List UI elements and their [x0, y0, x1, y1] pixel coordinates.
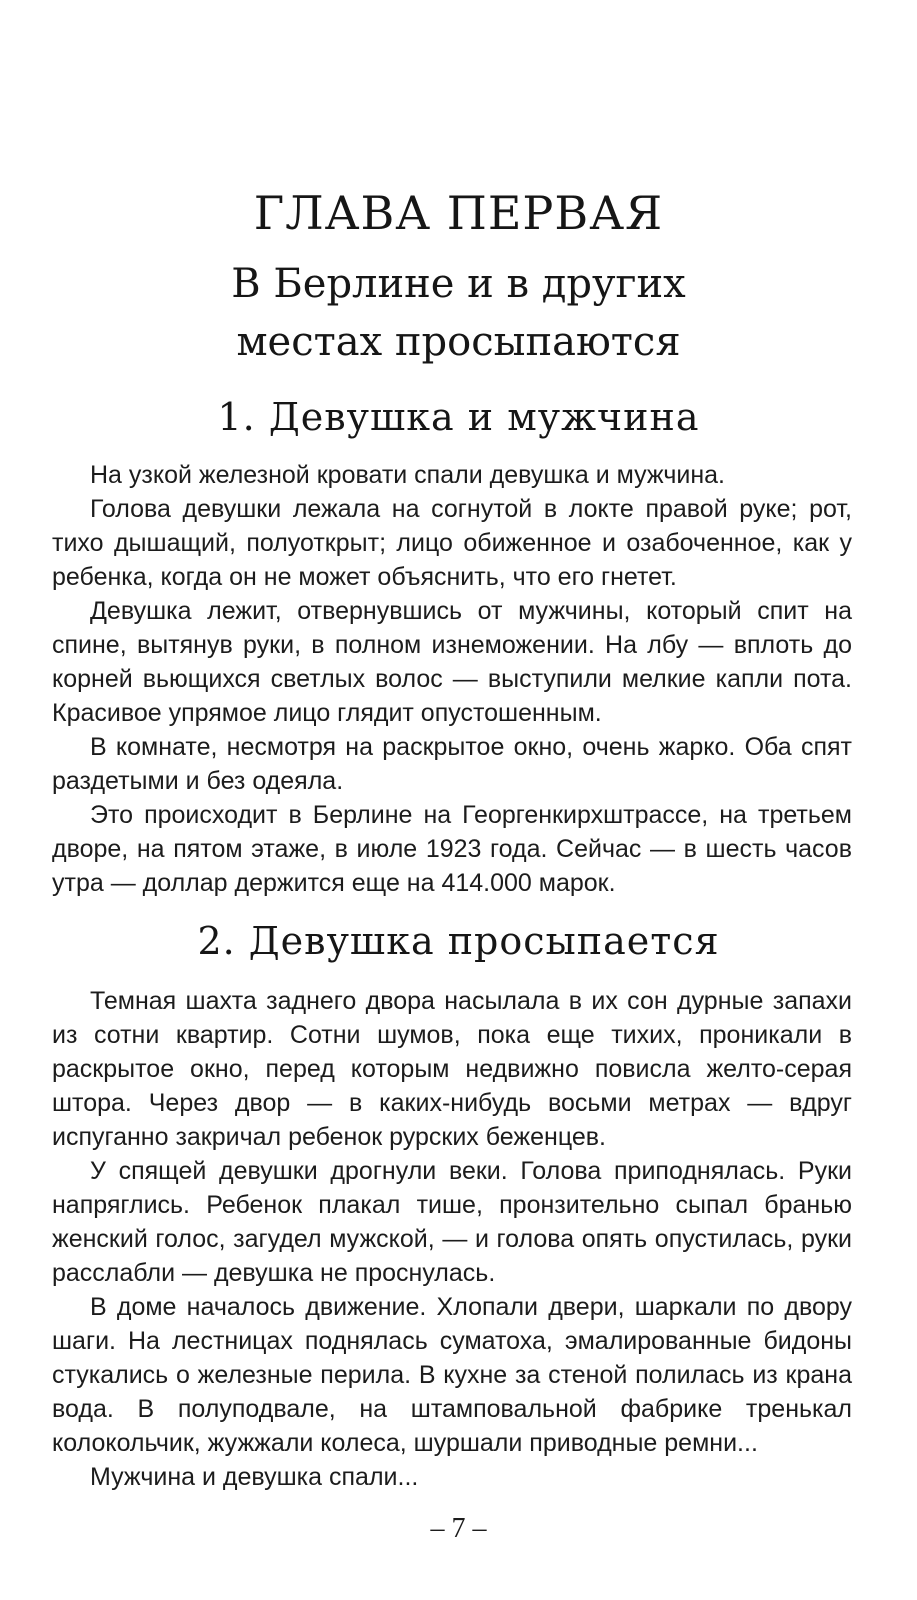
page-number: – 7 –	[430, 1513, 487, 1544]
chapter-subtitle	[0, 255, 917, 371]
paragraph: Это происходит в Берлине на Георгенкирхштрассе, на третьем дворе, на пятом этаже, в июле 1923 года. Сейчас — в шесть часов утра — доллар держится еще на 414.000 марок.	[52, 801, 852, 897]
section-title-2: 2. Девушка просыпается	[197, 919, 720, 963]
paragraph: На узкой железной кровати спали девушка и мужчина.	[90, 461, 725, 489]
section-body-1	[52, 458, 852, 900]
paragraph: Девушка лежит, отвернувшись от мужчины, который спит на спине, вытянув руки, в полном изнеможении. На лбу — вплоть до корней вьющихся светлых волос — выступили мелкие капли пота. Красивое упрямое лицо глядит опустошенным.	[52, 597, 852, 727]
section-body-2	[52, 984, 852, 1494]
chapter-title: ГЛАВА ПЕРВАЯ	[253, 186, 664, 240]
chapter-subtitle-line-1: В Берлине и в других	[231, 261, 686, 307]
paragraph: Темная шахта заднего двора насылала в их сон дурные запахи из сотни квартир. Сотни шумов, пока еще тихих, проникали в раскрытое окно, перед которым недвижно повисла желто-серая штора. Через двор — в каких-нибудь восьми метрах — вдруг испуганно закричал ребенок рурских беженцев.	[52, 987, 852, 1151]
paragraph: Голова девушки лежала на согнутой в локте правой руке; рот, тихо дышащий, полуоткрыт; лицо обиженное и озабоченное, как у ребенка, когда он не может объяснить, что его гнетет.	[52, 495, 852, 591]
chapter-subtitle-line-2: местах просыпаются	[236, 319, 681, 365]
paragraph: Мужчина и девушка спали...	[90, 1463, 419, 1491]
paragraph: В доме началось движение. Хлопали двери, шаркали по двору шаги. На лестницах поднялась суматоха, эмалированные бидоны стукались о железные перила. В кухне за стеной полилась из крана вода. В полуподвале, на штамповальной фабрике тренькал колокольчик, жужжали колеса, шуршали приводные ремни...	[52, 1293, 852, 1457]
section-title-1: 1. Девушка и мужчина	[217, 395, 700, 439]
paragraph: В комнате, несмотря на раскрытое окно, очень жарко. Оба спят раздетыми и без одеяла.	[52, 733, 852, 795]
paragraph: У спящей девушки дрогнули веки. Голова приподнялась. Руки напряглись. Ребенок плакал тише, пронзительно сыпал бранью женский голос, загудел мужской, — и голова опять опустилась, руки расслабли — девушка не проснулась.	[52, 1157, 852, 1287]
